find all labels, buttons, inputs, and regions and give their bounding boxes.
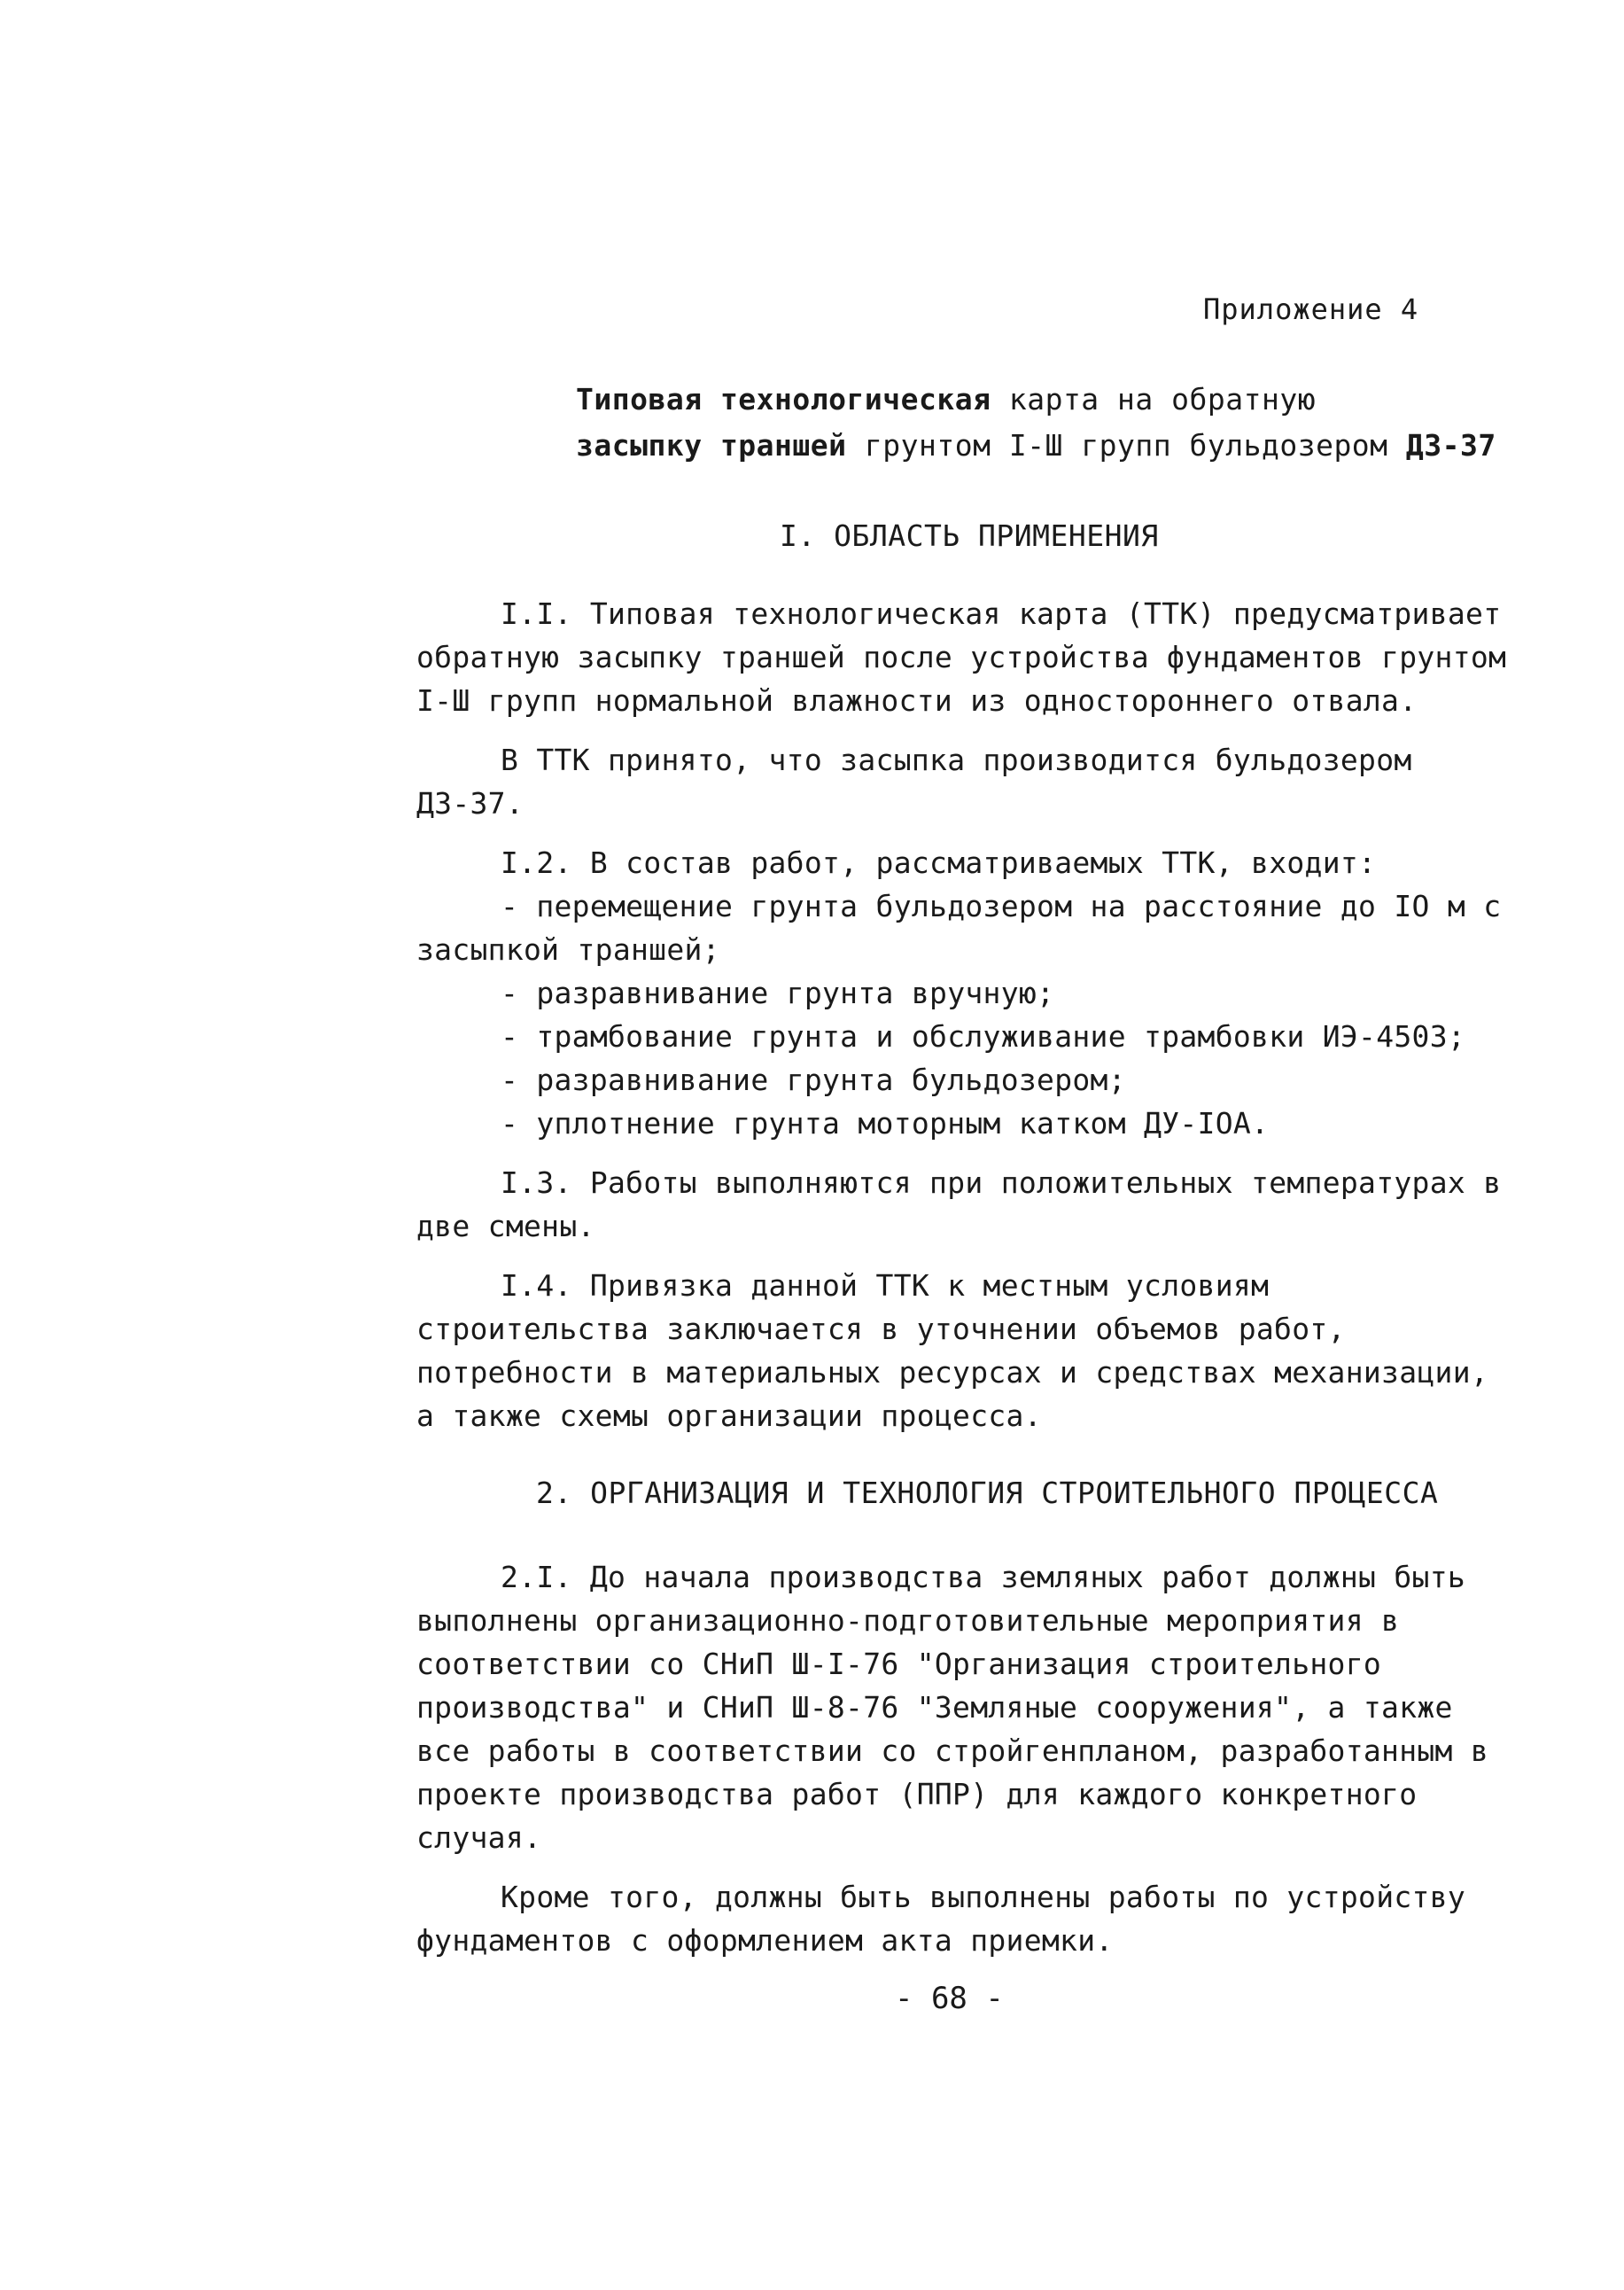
paragraph-1-1b: В ТТК принято, что засыпка производится бульдозером ДЗ-37. <box>416 743 1412 821</box>
title-line-1 <box>576 377 1496 423</box>
paragraph-2-1b: Кроме того, должны быть выполнены работы по устройству фундаментов с оформлением акта приемки. <box>416 1880 1466 1958</box>
section-2-heading: 2. ОРГАНИЗАЦИЯ И ТЕХНОЛОГИЯ СТРОИТЕЛЬНОГО ПРОЦЕССА <box>536 1476 1439 1510</box>
title-line-2 <box>576 423 1496 469</box>
work-list <box>416 884 1515 1145</box>
title-line-1-bold: Типовая технологическая <box>576 382 991 417</box>
title-line-2-end: ДЗ-37 <box>1405 428 1496 463</box>
paragraph-1-2: I.2. В состав работ, рассматриваемых ТТК, входит: <box>501 845 1377 880</box>
title-line-2-mid: грунтом I-Ш групп бульдозером <box>846 428 1406 463</box>
paragraph-2-1: 2.I. До начала производства земляных работ должны быть выполнены организационно-подготовительные мероприятия в соответствии со СНиП Ш-I-76 "Организация строительного производства" и СНиП Ш-8-76 "Земляные сооружения", а также все работы в соответствии со стройгенпланом, разработанным в проекте производства работ (ППР) для каждого конкретного случая. <box>416 1560 1489 1855</box>
list-item: - разравнивание грунта вручную; <box>501 976 1055 1010</box>
list-item: - трамбование грунта и обслуживание трамбовки ИЭ-4503; <box>501 1019 1466 1054</box>
list-item: - уплотнение грунта моторным катком ДУ-IOA. <box>501 1106 1270 1141</box>
page-number: - 68 - <box>895 1981 1004 2016</box>
paragraph-1-4: I.4. Привязка данной ТТК к местным условиям строительства заключается в уточнении объемов работ, потребности в материальных ресурсах и средствах механизации, а также схемы организации процесса. <box>416 1268 1489 1433</box>
appendix-label: Приложение 4 <box>1203 292 1419 326</box>
paragraph-1-3: I.3. Работы выполняются при положительных температурах в две смены. <box>416 1165 1502 1243</box>
list-item: - разравнивание грунта бульдозером; <box>501 1063 1126 1097</box>
list-item: - перемещение грунта бульдозером на расстояние до IO м с засыпкой траншей; <box>416 889 1502 967</box>
section-1-heading: I. ОБЛАСТЬ ПРИМЕНЕНИЯ <box>780 518 1159 553</box>
title-line-1-rest: карта на обратную <box>991 382 1317 417</box>
title-line-2-bold: засыпку траншей <box>576 428 847 463</box>
document-title <box>576 377 1496 469</box>
section-2-body <box>416 1555 1515 1978</box>
section-1-body <box>416 592 1515 1453</box>
paragraph-1-1: I.I. Типовая технологическая карта (ТТК) предусматривает обратную засыпку траншей после устройства фундаментов грунтом I-Ш групп нормальной влажности из одностороннего отвала. <box>416 596 1507 718</box>
